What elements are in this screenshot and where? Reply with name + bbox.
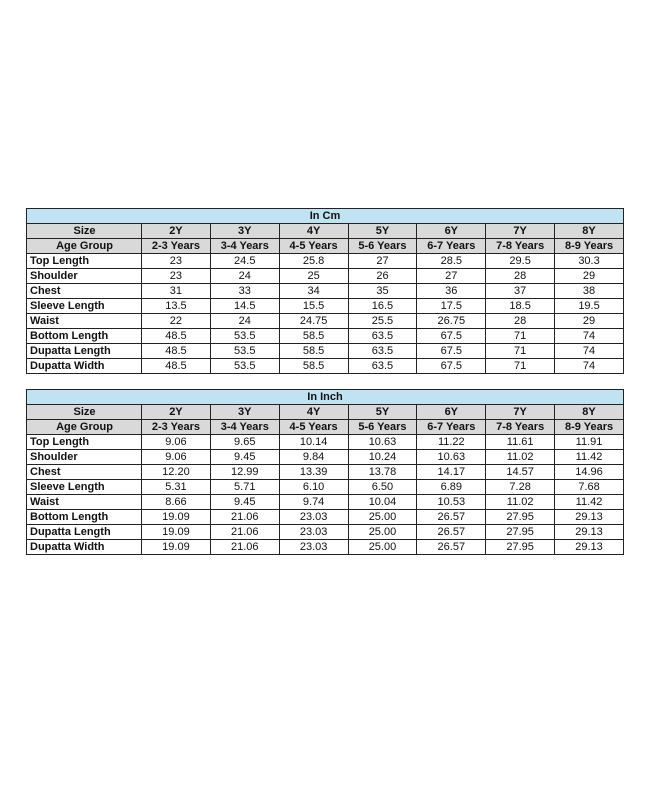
measurement-value: 29.13 (555, 525, 624, 540)
measurement-value: 9.45 (210, 495, 279, 510)
measurement-value: 11.02 (486, 450, 555, 465)
size-header-cell: 8Y (555, 405, 624, 420)
size-chart-inch-table (26, 389, 624, 555)
measurement-value: 25.8 (279, 254, 348, 269)
measurement-value: 27 (417, 269, 486, 284)
measurement-value: 26.57 (417, 525, 486, 540)
table-row (27, 314, 624, 329)
measurement-value: 11.22 (417, 435, 486, 450)
measurement-value: 30.3 (555, 254, 624, 269)
measurement-value: 53.5 (210, 329, 279, 344)
measurement-label: Bottom Length (27, 510, 142, 525)
measurement-value: 63.5 (348, 359, 417, 374)
measurement-value: 25.00 (348, 525, 417, 540)
table-row (27, 269, 624, 284)
measurement-value: 37 (486, 284, 555, 299)
table-title: In Cm (27, 209, 624, 224)
measurement-value: 10.04 (348, 495, 417, 510)
measurement-value: 28.5 (417, 254, 486, 269)
measurement-value: 23 (142, 254, 211, 269)
measurement-value: 38 (555, 284, 624, 299)
measurement-value: 23.03 (279, 510, 348, 525)
measurement-value: 13.39 (279, 465, 348, 480)
age-group-header-cell: 7-8 Years (486, 420, 555, 435)
measurement-value: 17.5 (417, 299, 486, 314)
measurement-value: 71 (486, 329, 555, 344)
measurement-value: 22 (142, 314, 211, 329)
measurement-value: 24.5 (210, 254, 279, 269)
measurement-value: 10.53 (417, 495, 486, 510)
measurement-value: 24 (210, 314, 279, 329)
table-row (27, 435, 624, 450)
measurement-value: 63.5 (348, 344, 417, 359)
table-row (27, 299, 624, 314)
measurement-value: 14.96 (555, 465, 624, 480)
measurement-value: 58.5 (279, 359, 348, 374)
measurement-value: 26 (348, 269, 417, 284)
measurement-value: 19.09 (142, 525, 211, 540)
measurement-value: 10.63 (417, 450, 486, 465)
size-header-cell: 4Y (279, 224, 348, 239)
measurement-value: 25.00 (348, 510, 417, 525)
table-title-row (27, 390, 624, 405)
measurement-label: Dupatta Width (27, 359, 142, 374)
measurement-value: 11.61 (486, 435, 555, 450)
measurement-label: Waist (27, 495, 142, 510)
measurement-value: 58.5 (279, 329, 348, 344)
measurement-value: 74 (555, 329, 624, 344)
size-header-cell: 7Y (486, 405, 555, 420)
age-group-header-label: Age Group (27, 420, 142, 435)
size-header-cell: 7Y (486, 224, 555, 239)
table-row (27, 254, 624, 269)
table-row (27, 450, 624, 465)
measurement-value: 9.74 (279, 495, 348, 510)
age-group-header-cell: 6-7 Years (417, 420, 486, 435)
table-row (27, 495, 624, 510)
measurement-value: 71 (486, 344, 555, 359)
measurement-label: Bottom Length (27, 329, 142, 344)
measurement-value: 10.14 (279, 435, 348, 450)
measurement-value: 19.09 (142, 510, 211, 525)
measurement-label: Sleeve Length (27, 480, 142, 495)
measurement-value: 10.24 (348, 450, 417, 465)
measurement-value: 23.03 (279, 540, 348, 555)
size-header-cell: 5Y (348, 405, 417, 420)
table-row (27, 525, 624, 540)
age-group-header-cell: 2-3 Years (142, 420, 211, 435)
measurement-value: 21.06 (210, 510, 279, 525)
measurement-value: 29 (555, 269, 624, 284)
age-group-header-cell: 8-9 Years (555, 239, 624, 254)
measurement-value: 15.5 (279, 299, 348, 314)
measurement-value: 53.5 (210, 359, 279, 374)
size-header-label: Size (27, 224, 142, 239)
table-row (27, 284, 624, 299)
measurement-label: Dupatta Width (27, 540, 142, 555)
measurement-value: 34 (279, 284, 348, 299)
measurement-value: 24.75 (279, 314, 348, 329)
size-header-cell: 3Y (210, 405, 279, 420)
measurement-value: 7.68 (555, 480, 624, 495)
measurement-value: 23.03 (279, 525, 348, 540)
measurement-value: 29.13 (555, 540, 624, 555)
measurement-value: 11.42 (555, 450, 624, 465)
measurement-value: 9.06 (142, 435, 211, 450)
size-header-cell: 2Y (142, 224, 211, 239)
measurement-value: 25.00 (348, 540, 417, 555)
measurement-value: 29 (555, 314, 624, 329)
table-row (27, 329, 624, 344)
measurement-label: Top Length (27, 435, 142, 450)
measurement-value: 25 (279, 269, 348, 284)
age-group-header-cell: 2-3 Years (142, 239, 211, 254)
measurement-value: 67.5 (417, 359, 486, 374)
measurement-value: 67.5 (417, 329, 486, 344)
measurement-label: Shoulder (27, 269, 142, 284)
measurement-label: Dupatta Length (27, 525, 142, 540)
measurement-value: 63.5 (348, 329, 417, 344)
measurement-value: 11.91 (555, 435, 624, 450)
measurement-value: 48.5 (142, 344, 211, 359)
table-title-row (27, 209, 624, 224)
measurement-value: 58.5 (279, 344, 348, 359)
measurement-value: 8.66 (142, 495, 211, 510)
measurement-value: 31 (142, 284, 211, 299)
measurement-value: 67.5 (417, 344, 486, 359)
size-header-cell: 6Y (417, 405, 486, 420)
measurement-value: 10.63 (348, 435, 417, 450)
age-group-header-cell: 3-4 Years (210, 239, 279, 254)
measurement-value: 27.95 (486, 525, 555, 540)
measurement-value: 26.57 (417, 540, 486, 555)
measurement-value: 71 (486, 359, 555, 374)
age-group-header-cell: 3-4 Years (210, 420, 279, 435)
measurement-value: 12.20 (142, 465, 211, 480)
size-header-cell: 8Y (555, 224, 624, 239)
table-row (27, 540, 624, 555)
measurement-value: 35 (348, 284, 417, 299)
size-header-cell: 4Y (279, 405, 348, 420)
size-chart-cm-table (26, 208, 624, 374)
measurement-value: 29.5 (486, 254, 555, 269)
measurement-value: 24 (210, 269, 279, 284)
measurement-value: 16.5 (348, 299, 417, 314)
size-header-label: Size (27, 405, 142, 420)
age-group-header-row (27, 420, 624, 435)
measurement-label: Chest (27, 465, 142, 480)
size-header-row (27, 405, 624, 420)
size-header-cell: 3Y (210, 224, 279, 239)
table-row (27, 480, 624, 495)
measurement-value: 5.31 (142, 480, 211, 495)
measurement-value: 36 (417, 284, 486, 299)
measurement-label: Chest (27, 284, 142, 299)
size-header-row (27, 224, 624, 239)
measurement-value: 19.09 (142, 540, 211, 555)
measurement-value: 25.5 (348, 314, 417, 329)
measurement-value: 5.71 (210, 480, 279, 495)
measurement-value: 27.95 (486, 540, 555, 555)
age-group-header-cell: 7-8 Years (486, 239, 555, 254)
measurement-value: 21.06 (210, 540, 279, 555)
age-group-header-cell: 4-5 Years (279, 420, 348, 435)
age-group-header-row (27, 239, 624, 254)
age-group-header-cell: 5-6 Years (348, 239, 417, 254)
measurement-value: 6.50 (348, 480, 417, 495)
table-row (27, 510, 624, 525)
measurement-value: 27.95 (486, 510, 555, 525)
measurement-value: 19.5 (555, 299, 624, 314)
measurement-value: 13.78 (348, 465, 417, 480)
measurement-value: 18.5 (486, 299, 555, 314)
measurement-label: Top Length (27, 254, 142, 269)
measurement-value: 28 (486, 269, 555, 284)
measurement-value: 9.06 (142, 450, 211, 465)
measurement-value: 23 (142, 269, 211, 284)
age-group-header-cell: 8-9 Years (555, 420, 624, 435)
measurement-value: 6.89 (417, 480, 486, 495)
measurement-value: 26.75 (417, 314, 486, 329)
measurement-value: 26.57 (417, 510, 486, 525)
measurement-value: 14.17 (417, 465, 486, 480)
measurement-label: Dupatta Length (27, 344, 142, 359)
measurement-label: Waist (27, 314, 142, 329)
measurement-value: 74 (555, 344, 624, 359)
table-title: In Inch (27, 390, 624, 405)
table-row (27, 344, 624, 359)
measurement-value: 29.13 (555, 510, 624, 525)
measurement-value: 9.84 (279, 450, 348, 465)
measurement-value: 27 (348, 254, 417, 269)
measurement-value: 33 (210, 284, 279, 299)
measurement-value: 12.99 (210, 465, 279, 480)
measurement-value: 6.10 (279, 480, 348, 495)
measurement-value: 48.5 (142, 359, 211, 374)
measurement-value: 11.42 (555, 495, 624, 510)
measurement-value: 74 (555, 359, 624, 374)
measurement-value: 21.06 (210, 525, 279, 540)
measurement-label: Shoulder (27, 450, 142, 465)
measurement-value: 11.02 (486, 495, 555, 510)
size-header-cell: 5Y (348, 224, 417, 239)
age-group-header-label: Age Group (27, 239, 142, 254)
measurement-label: Sleeve Length (27, 299, 142, 314)
measurement-value: 14.57 (486, 465, 555, 480)
table-row (27, 359, 624, 374)
table-row (27, 465, 624, 480)
measurement-value: 7.28 (486, 480, 555, 495)
measurement-value: 13.5 (142, 299, 211, 314)
measurement-value: 53.5 (210, 344, 279, 359)
age-group-header-cell: 6-7 Years (417, 239, 486, 254)
size-header-cell: 2Y (142, 405, 211, 420)
measurement-value: 9.45 (210, 450, 279, 465)
age-group-header-cell: 4-5 Years (279, 239, 348, 254)
measurement-value: 48.5 (142, 329, 211, 344)
size-header-cell: 6Y (417, 224, 486, 239)
age-group-header-cell: 5-6 Years (348, 420, 417, 435)
measurement-value: 28 (486, 314, 555, 329)
measurement-value: 9.65 (210, 435, 279, 450)
measurement-value: 14.5 (210, 299, 279, 314)
